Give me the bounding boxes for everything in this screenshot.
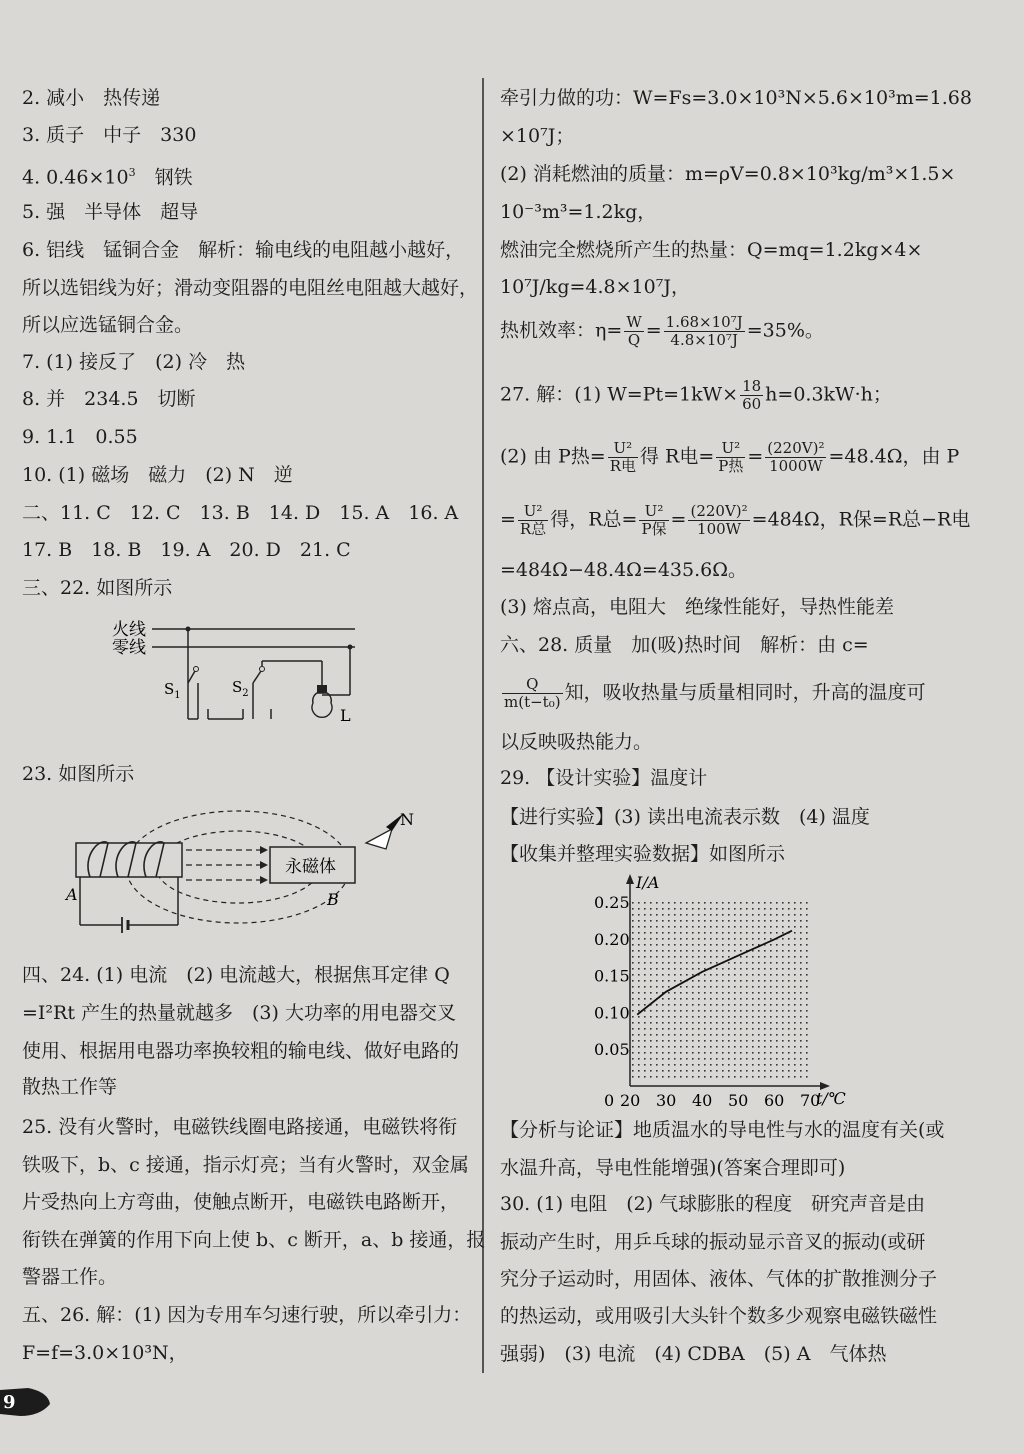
answer-30-line4: 的热运动，或用吸引大头针个数多少观察电磁铁磁性: [500, 1305, 938, 1327]
answer-29-collect: 【收集并整理实验数据】如图所示: [500, 843, 786, 865]
switch-s1-contact: [194, 667, 199, 672]
label-b: B: [327, 890, 339, 909]
switch-s2-contact: [260, 667, 265, 672]
x-tick-label: 50: [728, 1091, 749, 1107]
y-tick-label: 0.20: [594, 929, 630, 949]
compass-needle-white: [366, 829, 392, 849]
zero-line-label: 零线: [112, 638, 146, 658]
answer-26-line1: 五、26. 解：(1) 因为专用车匀速行驶，所以牵引力：: [22, 1304, 472, 1326]
answer-26-work: 牵引力做的功：W=Fs=3.0×10³N×5.6×10³m=1.68: [500, 87, 972, 109]
x-tick-label: 40: [692, 1091, 713, 1107]
answer-26-efficiency: 热机效率：η= $\frac{W}{Q}$ = $\frac{\text{1.68×10⁷J}}{\text{4.8×10⁷J}}$ =35%。: [500, 313, 824, 349]
x-axis-label: t/℃: [816, 1089, 846, 1107]
answer-28-line1: 六、28. 质量 加(吸)热时间 解析：由 c=: [500, 634, 869, 656]
answer-8: 8. 并 234.5 切断: [22, 388, 196, 410]
current-temperature-chart: [590, 872, 860, 1107]
y-tick-label: 0.15: [594, 966, 630, 986]
lamp-socket: [317, 685, 327, 693]
answer-4: 4. $0.46\times 10^3$ 钢铁: [22, 166, 193, 189]
answer-11-16: 二、11. C 12. C 13. B 14. D 15. A 16. A: [22, 502, 459, 524]
switch-s1-blade: [188, 671, 195, 683]
answer-17-21: 17. B 18. B 19. A 20. D 21. C: [22, 539, 351, 561]
answer-26-heat-cont: 10⁷J/kg=4.8×10⁷J，: [500, 276, 690, 298]
x-tick-label: 0: [604, 1091, 615, 1107]
answer-28-line2: $\frac{Q}{\text{m(t−t₀)}}$ 知，吸收热量与质量相同时，升高的温度可: [504, 675, 926, 711]
answer-30-line3: 究分子运动时，用固体、液体、气体的扩散推测分子: [500, 1268, 938, 1290]
switch-s2-label: $S_2$: [232, 678, 249, 699]
answer-29-analysis-line2: 水温升高，导电性能增强)(答案合理即可): [500, 1157, 846, 1179]
switch-s1-label: $S_1$: [164, 680, 181, 701]
x-tick-label: 70: [800, 1091, 821, 1107]
page-number: 9: [3, 1392, 16, 1413]
answer-7: 7. (1) 接反了 (2) 冷 热: [22, 351, 246, 373]
fire-line-label: 火线: [112, 620, 146, 640]
permanent-magnet-label: 永磁体: [285, 857, 336, 877]
y-tick-label: 0.10: [594, 1003, 630, 1023]
label-a: A: [66, 885, 78, 904]
answer-24-line1: 四、24. (1) 电流 (2) 电流越大，根据焦耳定律 Q: [22, 964, 450, 986]
answer-27-result: =484Ω−48.4Ω=435.6Ω。: [500, 559, 747, 581]
answer-3: 3. 质子 中子 330: [22, 124, 197, 146]
answer-23: 23. 如图所示: [22, 763, 135, 785]
column-divider: [482, 78, 484, 1373]
answer-2: 2. 减小 热传递: [22, 87, 161, 109]
answer-26-part2-cont: 10⁻³m³=1.2kg，: [500, 201, 657, 223]
answer-27-part1: 27. 解：(1) W=Pt=1kW× $\frac{18}{60}$ h=0.3kW·h；: [500, 377, 892, 413]
x-tick-label: 60: [764, 1091, 785, 1107]
answer-6-line3: 所以应选锰铜合金。: [22, 314, 194, 336]
answer-28-line3: 以反映吸热能力。: [500, 731, 653, 753]
chart-grid: [630, 902, 810, 1078]
answer-26-part2: (2) 消耗燃油的质量：m=ρV=0.8×10³kg/m³×1.5×: [500, 163, 956, 185]
switch-s2-blade: [253, 671, 261, 683]
answer-27-part2-cont: = $\frac{\text{U²}}{\text{R总}}$ 得，R总= $\frac{\text{U²}}{\text{P保}}$ = $\frac{\text{(220V)²}}{100W}$ =484Ω，R保=R总−R电: [500, 502, 971, 538]
answer-27-part3: (3) 熔点高，电阻大 绝缘性能好，导热性能差: [500, 596, 894, 618]
answer-29-experiment: 【进行实验】(3) 读出电流表示数 (4) 温度: [500, 806, 870, 828]
answer-6-line1: 6. 铝线 锰铜合金 解析：输电线的电阻越小越好，: [22, 239, 465, 261]
answer-25-line4: 衔铁在弹簧的作用下向上使 b、c 断开，a、b 接通，报: [22, 1229, 486, 1251]
answer-25-line1: 25. 没有火警时，电磁铁线圈电路接通，电磁铁将衔: [22, 1116, 458, 1138]
y-tick-label: 0.05: [594, 1040, 630, 1060]
answer-10: 10. (1) 磁场 磁力 (2) N 逆: [22, 464, 293, 486]
answer-9: 9. 1.1 0.55: [22, 426, 138, 448]
answer-5: 5. 强 半导体 超导: [22, 201, 199, 223]
electromagnet-diagram-23: [60, 805, 430, 945]
answer-29-analysis-line1: 【分析与论证】地质温水的导电性与水的温度有关(或: [500, 1119, 945, 1141]
answer-24-line4: 散热工作等: [22, 1076, 118, 1098]
y-axis-label: I/A: [636, 873, 660, 892]
answer-30-line1: 30. (1) 电阻 (2) 气球膨胀的程度 研究声音是由: [500, 1193, 926, 1215]
answer-30-line5: 强弱) (3) 电流 (4) CDBA (5) A 气体热: [500, 1343, 887, 1365]
answer-29-design: 29. 【设计实验】温度计: [500, 767, 708, 789]
answer-24-line2: =I²Rt 产生的热量就越多 (3) 大功率的用电器交叉: [22, 1002, 456, 1024]
answer-25-line2: 铁吸下，b、c 接通，指示灯亮；当有火警时，双金属: [22, 1154, 469, 1176]
answer-26-line2: F=f=3.0×10³N，: [22, 1342, 188, 1364]
answer-22: 三、22. 如图所示: [22, 577, 173, 599]
answer-27-part2: (2) 由 P热= $\frac{\text{U²}}{\text{R电}}$ 得 R电= $\frac{\text{U²}}{\text{P热}}$ = $\frac{\text{(220V)²}}{1000W}$ =48.4Ω，由 P: [500, 439, 960, 475]
x-tick-label: 30: [656, 1091, 677, 1107]
y-tick-label: 0.25: [594, 893, 630, 912]
answer-24-line3: 使用、根据用电器功率换较粗的输电线、做好电路的: [22, 1040, 460, 1062]
answer-6-line2: 所以选铝线为好；滑动变阻器的电阻丝电阻越大越好，: [22, 277, 479, 299]
x-tick-label: 20: [620, 1091, 641, 1107]
answer-26-work-cont: ×10⁷J；: [500, 125, 575, 147]
answer-30-line2: 振动产生时，用乒乓球的振动显示音叉的振动(或研: [500, 1231, 926, 1253]
circuit-diagram-22: [100, 615, 370, 740]
compass-north-label: N: [400, 810, 414, 829]
page-number-badge: [0, 1382, 60, 1422]
lamp-bulb-icon: [312, 693, 332, 717]
answer-26-heat: 燃油完全燃烧所产生的热量：Q=mq=1.2kg×4×: [500, 239, 923, 261]
answer-25-line3: 片受热向上方弯曲，使触点断开，电磁铁电路断开，: [22, 1191, 460, 1213]
answer-25-line5: 警器工作。: [22, 1266, 118, 1288]
lamp-label: L: [340, 706, 351, 725]
